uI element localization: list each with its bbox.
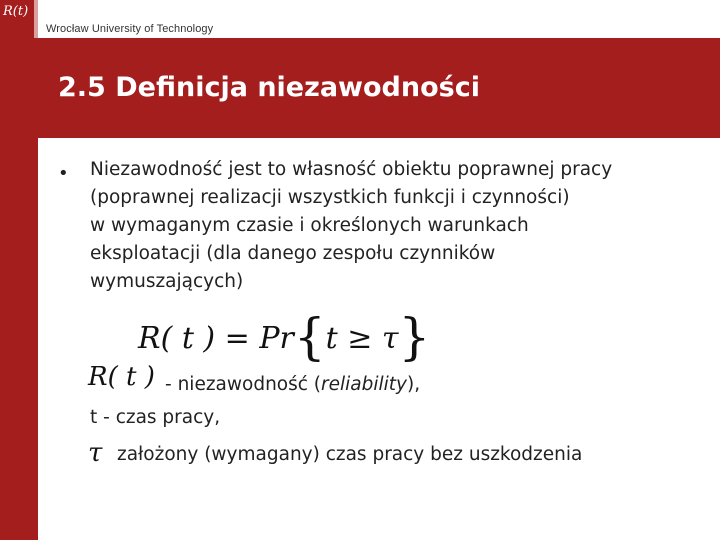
bullet-line: wymuszających) <box>90 271 244 292</box>
bullet-line: w wymaganym czasie i określonych warunkach <box>90 215 529 236</box>
university-logo <box>0 0 38 38</box>
legend-reliability-term: reliability <box>321 374 408 395</box>
formula-inner: t ≥ τ <box>325 321 399 356</box>
legend-reliability-text: niezawodność ( <box>177 374 322 395</box>
left-accent-bar <box>0 38 38 540</box>
rt-symbol: R( t ) <box>88 362 155 392</box>
legend-reliability-after: ), <box>407 374 421 395</box>
legend-dash: - <box>165 374 172 395</box>
formula-brace-close: } <box>398 308 431 366</box>
bullet-line: (poprawnej realizacji wszystkich funkcji i czynności) <box>90 187 570 208</box>
logo-text: R(t) <box>3 4 29 19</box>
bullet-marker: • <box>58 163 69 184</box>
legend-tau: założony (wymagany) czas pracy bez uszkodzenia <box>117 444 583 465</box>
legend-time: t - czas pracy, <box>90 407 221 428</box>
bullet-line: eksploatacji (dla danego zespołu czynników <box>90 243 496 264</box>
formula-brace-open: { <box>293 308 326 366</box>
formula-lhs: R( t ) = Pr <box>138 321 294 356</box>
reliability-formula <box>138 302 431 366</box>
slide-title: 2.5 Definicja niezawodności <box>58 72 480 103</box>
logo-stripe <box>34 0 38 38</box>
university-name: Wrocław University of Technology <box>46 23 214 35</box>
legend-reliability <box>165 374 420 395</box>
definition-bullet <box>90 156 690 296</box>
tau-symbol: τ <box>88 438 103 468</box>
bullet-line: Niezawodność jest to własność obiektu poprawnej pracy <box>90 159 613 180</box>
